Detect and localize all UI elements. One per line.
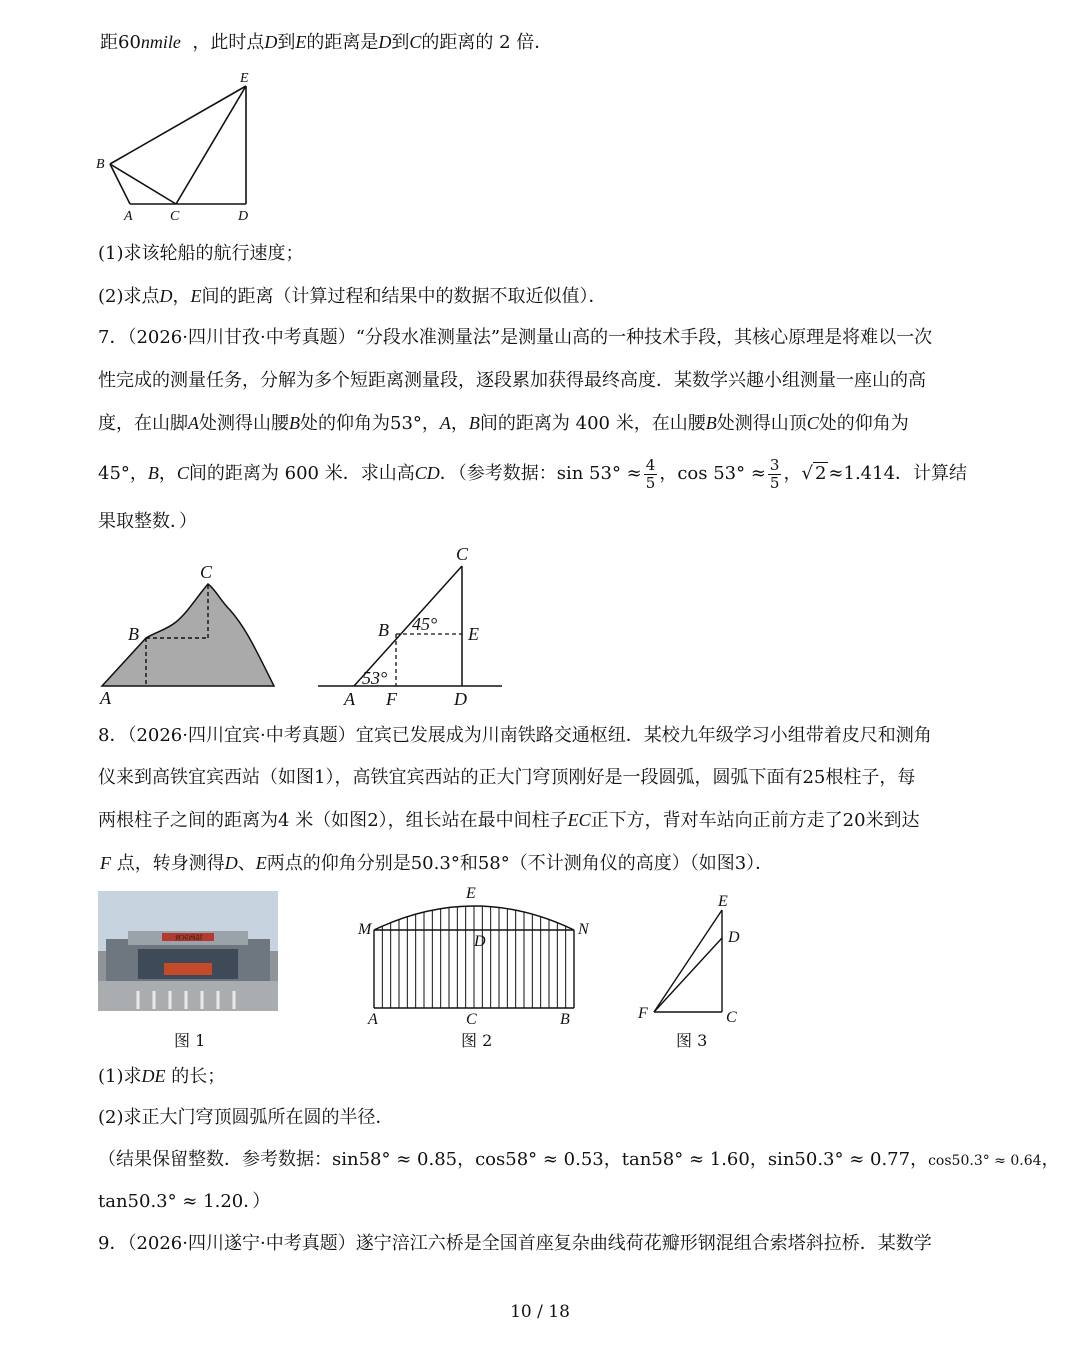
q9-line-1: 9．（2026·四川遂宁·中考真题）遂宁涪江六桥是全国首座复杂曲线荷花瓣形钢混组合索塔斜拉桥．某数学 [98, 1233, 932, 1254]
fig2-label-B: B [560, 1011, 570, 1028]
photo-sign: 宜宾西站 [174, 934, 202, 942]
tri-label-A: A [344, 689, 355, 709]
q8-figure-2 [356, 880, 596, 1030]
station-photo [98, 891, 278, 1011]
frac-cos: $\frac{3}{5}$ [769, 455, 780, 492]
fig3-label-C: C [726, 1009, 737, 1026]
q7-line-5: 果取整数．） [98, 511, 197, 532]
fig2-label-D: D [474, 933, 486, 950]
q8-sub1: (1)求DE 的长； [98, 1066, 226, 1087]
fig3-label-E: E [718, 893, 728, 910]
q8-figure-3 [636, 890, 746, 1030]
fig2-label-M: M [358, 921, 372, 938]
q6-line-1: 距60nmile ，此时点D到E的距离是D到C的距离的 2 倍． [100, 32, 553, 53]
q6-figure [90, 64, 270, 224]
q6-label-A: A [124, 209, 133, 224]
frac-sin: $\frac{4}{5}$ [645, 455, 656, 492]
caption-fig3: 图 3 [676, 1031, 708, 1050]
fig3-label-D: D [728, 929, 740, 946]
q8-sub2: (2)求正大门穹顶圆弧所在圆的半径． [98, 1107, 394, 1128]
q7-mountain-figure [96, 560, 286, 710]
caption-fig1: 图 1 [174, 1031, 206, 1050]
q6-label-B: B [96, 157, 105, 172]
mountain-label-B: B [128, 624, 139, 644]
q8-ref-1: （结果保留整数．参考数据：sin58° ≈ 0.85，cos58° ≈ 0.53，tan58° ≈ 1.60，sin50.3° ≈ 0.77，cos50.3° ≈ 0.64， [98, 1149, 1060, 1170]
tri-label-E: E [468, 624, 479, 644]
q8-line-4: F 点，转身测得D、E两点的仰角分别是50.3°和58°（不计测角仪的高度）（如图3）． [100, 853, 774, 874]
q8-line-2: 仪来到高铁宜宾西站（如图1），高铁宜宾西站的正大门穹顶刚好是一段圆弧，圆弧下面有25根柱子，每 [98, 767, 916, 788]
page-number: 10 / 18 [510, 1302, 570, 1322]
mountain-label-A: A [100, 688, 111, 708]
q8-line-1: 8．（2026·四川宜宾·中考真题）宜宾已发展成为川南铁路交通枢纽．某校九年级学习小组带着皮尺和测角 [98, 725, 932, 746]
fig3-label-F: F [638, 1005, 648, 1022]
fig2-label-C: C [466, 1011, 477, 1028]
q7-line-2: 性完成的测量任务，分解为多个短距离测量段，逐段累加获得最终高度．某数学兴趣小组测量一座山的高 [98, 370, 926, 391]
mountain-label-C: C [200, 562, 213, 582]
q7-line-1: 7．（2026·四川甘孜·中考真题）“分段水准测量法”是测量山高的一种技术手段，其核心原理是将难以一次 [98, 327, 933, 348]
q8-ref-2: tan50.3° ≈ 1.20．） [98, 1191, 271, 1212]
tri-label-F: F [386, 689, 397, 709]
fig2-label-E: E [466, 885, 476, 902]
q7-line-3: 度，在山脚A处测得山腰B处的仰角为53°，A，B间的距离为 400 米，在山腰B处测得山顶C处的仰角为 [98, 413, 909, 434]
q6-label-C: C [170, 209, 180, 224]
tri-label-D: D [454, 689, 467, 709]
q7-line-4: 45°，B，C间的距离为 600 米．求山高CD．（参考数据：sin 53° ≈ $\frac{4}{5}$ ，cos 53° ≈ $\frac{3}{5}$ ，√ 2 ≈1.414．计算结 [98, 455, 968, 492]
q6-sub1: (1)求该轮船的航行速度； [98, 243, 304, 264]
tri-label-B: B [378, 620, 389, 640]
q6-sub2: (2)求点D，E间的距离（计算过程和结果中的数据不取近似值）． [98, 286, 607, 307]
tri-angle-45: 45° [412, 614, 438, 634]
q6-label-D: D [238, 209, 249, 224]
fig2-label-A: A [368, 1011, 378, 1028]
q8-line-3: 两根柱子之间的距离为4 米（如图2），组长站在最中间柱子EC正下方，背对车站向正前方走了20米到达 [98, 810, 920, 831]
caption-fig2: 图 2 [461, 1031, 493, 1050]
q7-triangle-figure [316, 540, 516, 710]
tri-label-C: C [456, 544, 469, 564]
tri-angle-53: 53° [362, 668, 388, 688]
fig2-columns [374, 906, 574, 1008]
q6-label-E: E [240, 71, 249, 86]
fig2-label-N: N [578, 921, 589, 938]
